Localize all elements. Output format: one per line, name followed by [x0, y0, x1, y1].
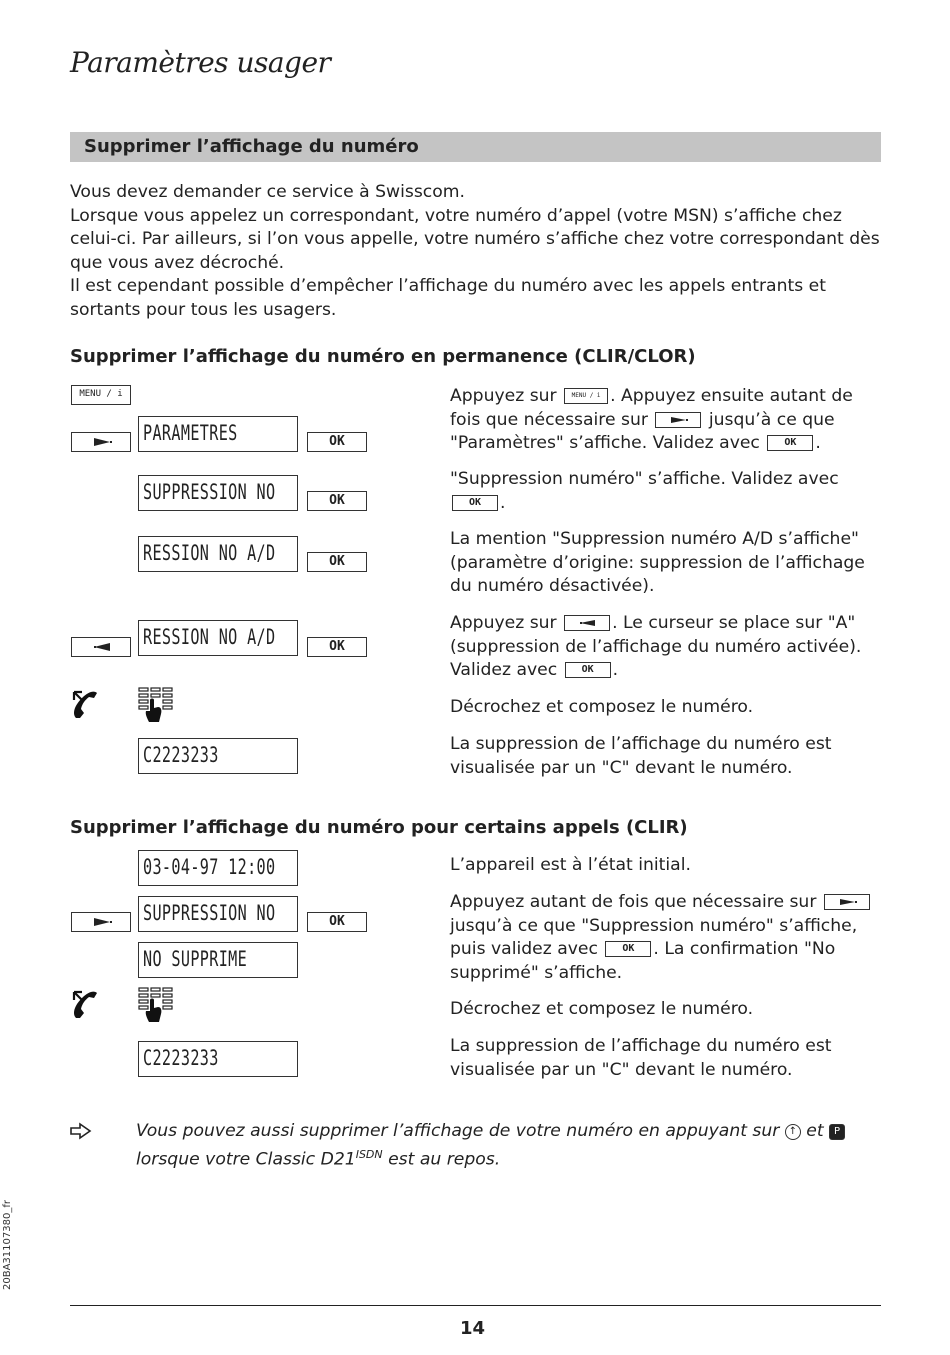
note-segment: Vous pouvez aussi supprimer l’affichage de votre numéro en appuyant sur: [136, 1121, 785, 1141]
right-arrow-icon: [94, 438, 110, 446]
lcd-text: SUPPRESSION NO: [143, 480, 276, 504]
ok-key: OK: [307, 912, 367, 932]
up-key-icon: ↑: [785, 1124, 801, 1140]
step-text: . La confirmation "No supprimé" s’affiche.: [450, 939, 836, 983]
lcd-display: [138, 475, 298, 511]
step-description: [450, 1035, 880, 1082]
subsection-title-certain-calls: Supprimer l’affichage du numéro pour certains appels (CLIR): [70, 817, 688, 838]
lcd-text: SUPPRESSION NO: [143, 901, 276, 925]
step-description: [450, 468, 880, 515]
right-arrow-key-inline: [824, 894, 870, 910]
step-description: [450, 854, 880, 878]
note-text: [136, 1119, 856, 1172]
note-superscript: ISDN: [355, 1148, 383, 1161]
p-key-icon: P: [829, 1124, 845, 1140]
intro-line: Vous devez demander ce service à Swisscom.: [70, 182, 465, 202]
lcd-text: RESSION NO A/D: [143, 541, 276, 565]
step-description: [450, 385, 880, 456]
lcd-text: PARAMETRES: [143, 421, 238, 445]
lcd-display: [138, 620, 298, 656]
lcd-text: NO SUPPRIME: [143, 947, 248, 971]
keypad-dial-icon: [136, 686, 176, 726]
left-arrow-icon: [580, 620, 595, 626]
left-arrow-key: [71, 637, 131, 657]
step-text: .: [815, 433, 821, 453]
section-bar: [70, 132, 881, 162]
step-text: Décrochez et composez le numéro.: [450, 999, 754, 1019]
intro-text: [70, 181, 880, 322]
keypad-dial-icon: [136, 986, 176, 1026]
right-arrow-key: [71, 912, 131, 932]
step-text: Appuyez autant de fois que nécessaire sur: [450, 892, 822, 912]
step-text: jusqu’à ce que "Suppression numéro" s’affiche, puis validez avec: [450, 915, 858, 959]
step-text: jusqu’à ce que "Paramètres" s’affiche. Validez avec: [450, 409, 835, 453]
right-arrow-key: [71, 432, 131, 452]
lcd-display: [138, 536, 298, 572]
menu-key: MENU / i: [71, 385, 131, 405]
lcd-text: RESSION NO A/D: [143, 625, 276, 649]
step-text: . Le curseur se place sur "A" (suppression de l’affichage du numéro activée). Validez avec: [450, 613, 862, 680]
right-arrow-icon: [671, 417, 686, 423]
step-text: "Suppression numéro" s’affiche. Validez avec: [450, 469, 839, 489]
lcd-text: C2223233: [143, 1046, 219, 1070]
note-segment: est au repos.: [382, 1149, 501, 1170]
note-segment: et: [800, 1121, 830, 1141]
step-description: [450, 696, 880, 720]
intro-line: Lorsque vous appelez un correspondant, votre numéro d’appel (votre MSN) s’affiche chez celui-ci. Par ailleurs, si l’on vous appelle, votre numéro s’affiche chez votre correspondant dès que vous avez décroché.: [70, 205, 880, 273]
step-text: Appuyez sur: [450, 386, 563, 406]
step-text: . Appuyez ensuite autant de fois que nécessaire sur: [450, 386, 853, 430]
lcd-text: 03-04-97 12:00: [143, 855, 276, 879]
page-header-title: Paramètres usager: [70, 46, 331, 79]
step-description: [450, 891, 880, 985]
ok-key: OK: [307, 637, 367, 657]
ok-key: OK: [307, 432, 367, 452]
intro-line: Il est cependant possible d’empêcher l’affichage du numéro avec les appels entrants et sortants pour tous les usagers.: [70, 276, 826, 320]
document-code: 20BA31107380_fr: [2, 1200, 13, 1290]
left-arrow-icon: [94, 643, 110, 651]
step-description: [450, 733, 880, 780]
lcd-display: [138, 896, 298, 932]
step-text: La suppression de l’affichage du numéro est visualisée par un "C" devant le numéro.: [450, 734, 832, 778]
step-description: [450, 528, 880, 599]
ok-key: OK: [307, 491, 367, 511]
handset-icon: [70, 988, 106, 1024]
ok-key: OK: [307, 552, 367, 572]
lcd-display: [138, 850, 298, 886]
step-text: L’appareil est à l’état initial.: [450, 855, 691, 875]
step-text: .: [612, 660, 619, 680]
page-number: 14: [460, 1318, 486, 1339]
step-description: [450, 998, 880, 1022]
subsection-title-permanent: Supprimer l’affichage du numéro en permanence (CLIR/CLOR): [70, 346, 696, 367]
right-arrow-key-inline: [655, 412, 701, 428]
lcd-display: [138, 1041, 298, 1077]
handset-icon: [70, 688, 106, 724]
ok-key-inline: OK: [565, 662, 611, 678]
hand-pointer-icon: [70, 1122, 92, 1140]
ok-key-inline: OK: [767, 435, 813, 451]
footer-divider: [70, 1305, 881, 1306]
section-title: Supprimer l’affichage du numéro: [84, 136, 419, 157]
right-arrow-icon: [840, 899, 855, 905]
lcd-display: [138, 738, 298, 774]
note-segment: lorsque votre Classic D21: [136, 1149, 356, 1170]
step-text: La suppression de l’affichage du numéro est visualisée par un "C" devant le numéro.: [450, 1036, 832, 1080]
menu-key-inline: MENU / i: [564, 388, 608, 404]
ok-key-inline: OK: [605, 941, 651, 957]
step-text: La mention "Suppression numéro A/D s’affiche" (paramètre d’origine: suppression de l’affichage du numéro désactivée).: [450, 529, 865, 596]
step-text: .: [500, 492, 506, 513]
step-text: Décrochez et composez le numéro.: [450, 697, 754, 717]
step-text: Appuyez sur: [450, 613, 563, 633]
left-arrow-key-inline: [564, 615, 610, 631]
lcd-display: [138, 942, 298, 978]
right-arrow-icon: [94, 918, 110, 926]
step-description: [450, 612, 880, 683]
lcd-text: C2223233: [143, 743, 219, 767]
ok-key-inline: OK: [452, 495, 498, 511]
lcd-display: [138, 416, 298, 452]
